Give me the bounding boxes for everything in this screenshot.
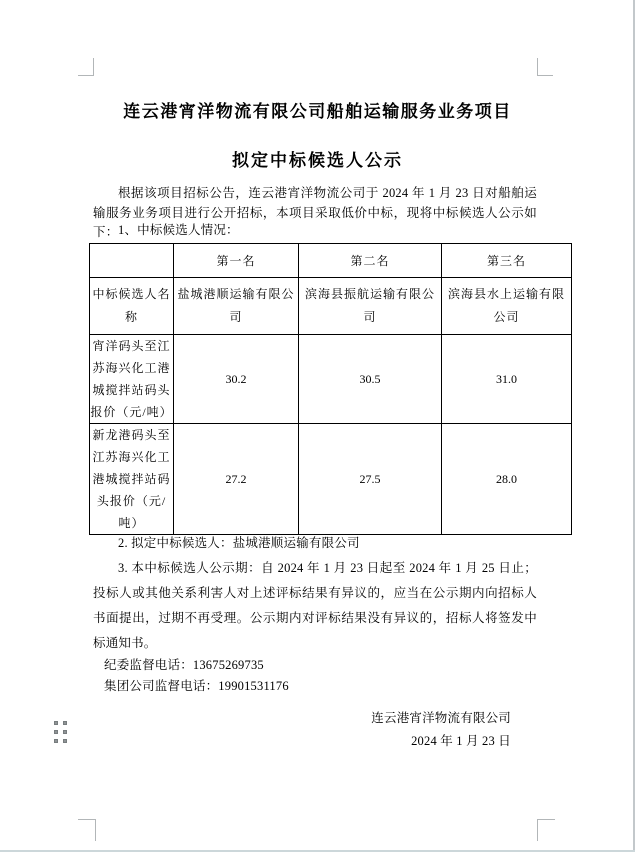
header-cell-rank-2: 第二名 bbox=[299, 244, 442, 278]
signoff-date: 2024 年 1 月 23 日 bbox=[411, 733, 511, 748]
list-item-2: 2. 拟定中标候选人：盐城港顺运输有限公司 bbox=[118, 536, 360, 550]
document-subtitle: 拟定中标候选人公示 bbox=[232, 151, 403, 170]
price-row-xiaoyang bbox=[90, 335, 572, 424]
row-label-price-2: 新龙港码头至江苏海兴化工港城搅拌站码头报价（元/吨） bbox=[90, 424, 174, 535]
row-label-candidate-name: 中标候选人名称 bbox=[90, 278, 174, 335]
price-1-candidate-1: 30.2 bbox=[174, 335, 299, 424]
phone-line-discipline: 纪委监督电话：13675269735 bbox=[104, 658, 264, 672]
price-2-candidate-2: 27.5 bbox=[299, 424, 442, 535]
candidate-1-name: 盐城港顺运输有限公司 bbox=[174, 278, 299, 335]
price-2-candidate-1: 27.2 bbox=[174, 424, 299, 535]
candidate-3-name: 滨海县水上运输有限公司 bbox=[442, 278, 572, 335]
header-cell-rank-1: 第一名 bbox=[174, 244, 299, 278]
price-1-candidate-3: 31.0 bbox=[442, 335, 572, 424]
table-header-row bbox=[90, 244, 572, 278]
candidate-name-row bbox=[90, 278, 572, 335]
crop-mark-bottom-right bbox=[537, 819, 555, 841]
bid-candidates-table bbox=[89, 243, 572, 535]
price-row-xinlonggang bbox=[90, 424, 572, 535]
document-title: 连云港宵洋物流有限公司船舶运输服务业务项目 bbox=[123, 102, 512, 121]
candidate-2-name: 滨海县振航运输有限公司 bbox=[299, 278, 442, 335]
crop-mark-top-left bbox=[78, 58, 94, 76]
intro-paragraph: 根据该项目招标公告，连云港宵洋物流公司于 2024 年 1 月 23 日对船舶运输服务业务项目进行公开招标，本项目采取低价中标，现将中标候选人公示如下： bbox=[93, 186, 537, 239]
row-label-price-1: 宵洋码头至江苏海兴化工港城搅拌站码头报价（元/吨） bbox=[90, 335, 174, 424]
list-item-1: 1、中标候选人情况： bbox=[118, 223, 239, 237]
phone-line-group: 集团公司监督电话：19901531176 bbox=[104, 678, 289, 693]
signoff-block bbox=[93, 707, 511, 752]
list-item-3: 3. 本中标候选人公示期：自 2024 年 1 月 23 日起至 2024 年 1 月 25 日止；投标人或其他关系利害人对上述评标结果有异议的，应当在公示期内向招标人书面提出，过期不再受理。公示期内对评标结果没有异议的，招标人将签发中标通知书。 bbox=[93, 561, 537, 650]
signoff-company: 连云港宵洋物流有限公司 bbox=[371, 711, 511, 725]
price-2-candidate-3: 28.0 bbox=[442, 424, 572, 535]
price-1-candidate-2: 30.5 bbox=[299, 335, 442, 424]
header-cell-rank-3: 第三名 bbox=[442, 244, 572, 278]
header-cell-empty bbox=[90, 244, 174, 278]
crop-mark-top-right bbox=[537, 58, 553, 76]
anchor-dots-icon bbox=[54, 721, 67, 743]
supervision-phones bbox=[104, 655, 289, 696]
crop-mark-bottom-left bbox=[78, 819, 96, 841]
